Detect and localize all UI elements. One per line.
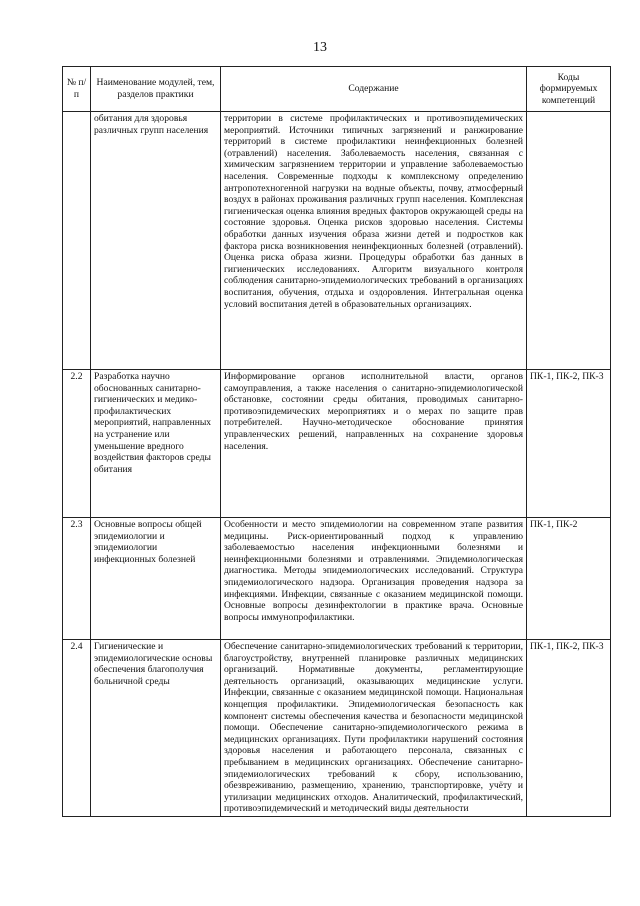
page-number: 13 (313, 40, 327, 55)
row-module: обитания для здоровья различных групп населения (91, 112, 221, 370)
row-num: 2.4 (63, 640, 91, 817)
row-num: 2.3 (63, 518, 91, 640)
row-codes (527, 112, 611, 370)
table-row (63, 518, 611, 640)
row-content: Информирование органов исполнительной власти, органов самоуправления, а также населения о санитарно-эпидемиологической обстановке, состоянии среды обитания, проводимых санитарно-противоэпидемических мероприятиях и о мерах по защите прав потребителей. Научно-методическое обоснование принятия управленческих решений, направленных на сохранение здоровья населения. (221, 370, 527, 518)
row-codes: ПК-1, ПК-2, ПК-3 (527, 370, 611, 518)
table-row (63, 640, 611, 817)
table-header-row (63, 67, 611, 112)
row-content: Обеспечение санитарно-эпидемиологических требований к территории, благоустройству, внутренней планировке различных медицинских организаций. Нормативные документы, регламентирующие деятельность организаций, оказывающих медицинские услуги. Инфекции, связанные с оказанием медицинской помощи. Национальная концепция профилактики. Эпидемиологическая безопасность как компонент системы обеспечения качества и безопасности медицинской помощи. Обеспечение санитарно-эпидемиологического режима в медицинских организациях. Пути профилактики нарушений состояния здоровья населения и работающего персонала, связанных с пребыванием в медицинских организациях. Обеспечение санитарно-эпидемиологических требований к сбору, использованию, обезвреживанию, размещению, хранению, транспортировке, учёту и утилизации медицинских отходов. Аналитический, профилактический, противоэпидемический и методический виды деятельности (221, 640, 527, 817)
row-num: 2.2 (63, 370, 91, 518)
header-content: Содержание (221, 67, 527, 112)
practice-content-table (62, 66, 611, 817)
row-codes: ПК-1, ПК-2 (527, 518, 611, 640)
header-codes: Коды формируемых компетенций (527, 67, 611, 112)
row-content: Особенности и место эпидемиологии на современном этапе развития медицины. Риск-ориентированный подход к управлению заболеваемостью населения инфекционными болезнями и неинфекционными болезнями и отравлениями. Эпидемиологическая диагностика. Методы эпидемиологических исследований. Структура эпидемиологического надзора. Организация проведения надзора за инфекциями. Инфекции, связанные с оказанием медицинской помощи. Основные вопросы дезинфектологии в практике врача. Основные вопросы иммунопрофилактики. (221, 518, 527, 640)
header-num: № п/п (63, 67, 91, 112)
row-content: территории в системе профилактических и противоэпидемических мероприятий. Источники типичных загрязнений и ранжирование территорий в системе профилактики неинфекционных болезней (отравлений) населения. Заболеваемость населения, связанная с химическим загрязнением территории и управление заболеваемостью населения. Современные подходы к комплексному определению антропотехногенной нагрузки на водные объекты, почву, атмосферный воздух в районах проживания различных групп населения. Комплексная гигиеническая оценка влияния вредных факторов окружающей среды на состояние здоровья. Оценка рисков здоровью населения. Системы обработки данных изучения образа жизни детей и подростков как фактора риска возникновения неинфекционных болезней (отравлений). Оценка риска образа жизни. Процедуры обработки баз данных в гигиенических исследованиях. Алгоритм визуального контроля соблюдения санитарно-эпидемиологических требований в организациях воспитания, обучения, отдыха и оздоровления. Интегральная оценка условий воспитания детей в образовательных организациях. (221, 112, 527, 370)
row-module: Гигиенические и эпидемиологические основы обеспечения благополучия больничной среды (91, 640, 221, 817)
row-module: Основные вопросы общей эпидемиологии и эпидемиологии инфекционных болезней (91, 518, 221, 640)
row-num (63, 112, 91, 370)
header-module: Наименование модулей, тем, разделов практики (91, 67, 221, 112)
table-row (63, 112, 611, 370)
table-row (63, 370, 611, 518)
row-module: Разработка научно обоснованных санитарно-гигиенических и медико-профилактических мероприятий, направленных на устранение или уменьшение вредного воздействия факторов среды обитания (91, 370, 221, 518)
row-codes: ПК-1, ПК-2, ПК-3 (527, 640, 611, 817)
